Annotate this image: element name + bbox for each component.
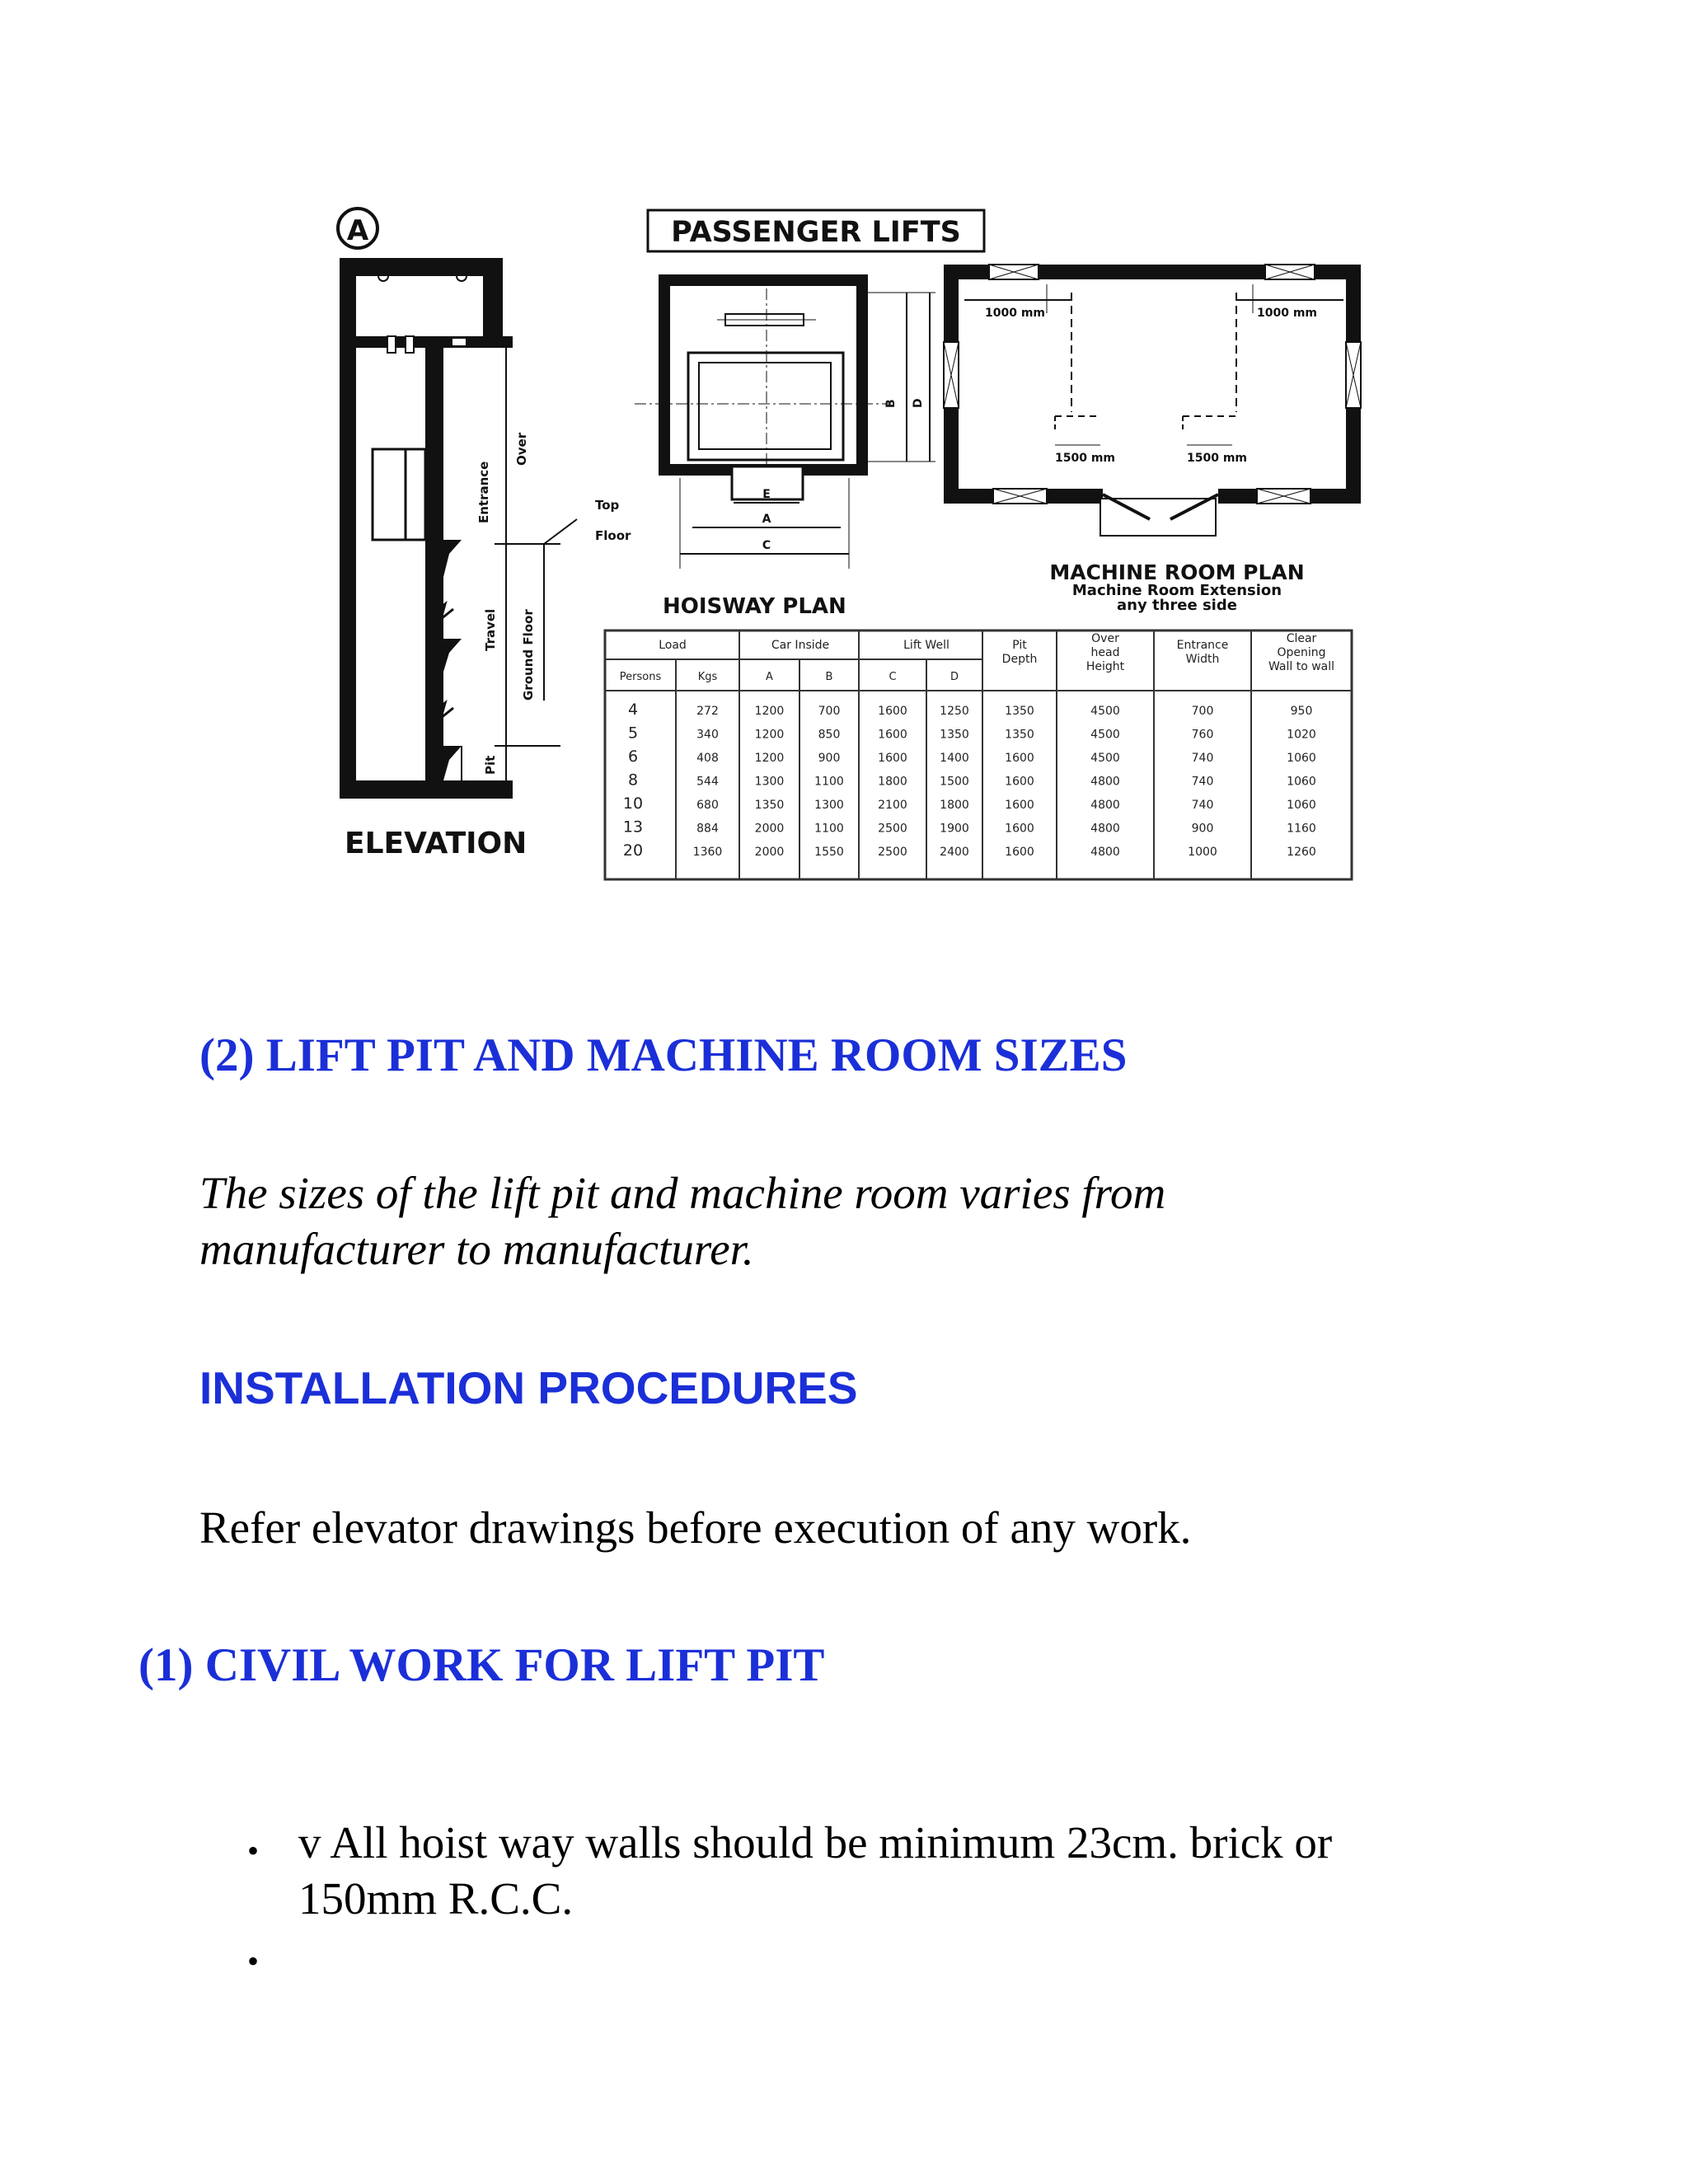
- table-cell: 4800: [1090, 775, 1120, 789]
- table-header-cell: Width: [1185, 653, 1220, 666]
- table-cell: 1000: [1188, 846, 1217, 859]
- figure-title: PASSENGER LIFTS: [671, 216, 961, 249]
- table-cell: 1100: [814, 775, 844, 789]
- table-cell: 950: [1290, 705, 1313, 718]
- table-cell: 1260: [1287, 846, 1316, 859]
- ground-floor-label: Ground Floor: [521, 609, 536, 701]
- table-cell: 1350: [754, 799, 785, 812]
- table-cell: 1100: [814, 822, 844, 836]
- table-cell: 1600: [1005, 822, 1034, 836]
- table-cell: 6: [627, 748, 639, 766]
- machine-room-sub2: any three side: [1117, 597, 1237, 614]
- table-cell: 1900: [940, 822, 969, 836]
- bullet-text-1-line1: v All hoist way walls should be minimum 23cm. brick or: [298, 1817, 1333, 1868]
- dim-d: D: [912, 398, 925, 408]
- lift-dimensions-table: [605, 630, 1352, 879]
- table-cell: 760: [1191, 728, 1214, 742]
- table-header-cell: Height: [1085, 660, 1125, 673]
- machine-room-plan-drawing: [944, 265, 1361, 614]
- table-cell: 1550: [814, 846, 844, 859]
- table-cell: 680: [696, 799, 719, 812]
- table-cell: 1250: [940, 705, 969, 718]
- table-cell: 884: [696, 822, 719, 836]
- elevation-drawing: [338, 209, 631, 860]
- table-cell: 1400: [940, 752, 969, 765]
- table-subheader-cell: C: [889, 671, 897, 683]
- table-cell: 740: [1191, 752, 1214, 765]
- table-header-cell: Clear: [1286, 632, 1317, 645]
- top-label: Top: [595, 498, 620, 513]
- dim-1000-left: 1000 mm: [985, 307, 1046, 320]
- table-cell: 340: [696, 728, 719, 742]
- table-subheader-cell: Persons: [619, 671, 662, 683]
- table-cell: 1350: [1005, 705, 1034, 718]
- table-cell: 408: [696, 752, 719, 765]
- table-cell: 1060: [1287, 799, 1316, 812]
- table-cell: 4800: [1090, 846, 1120, 859]
- table-header-cell: Wall to wall: [1268, 660, 1335, 673]
- para-refer-drawings: Refer elevator drawings before execution of any work.: [199, 1502, 1192, 1553]
- table-header-cell: Over: [1091, 632, 1119, 645]
- elevation-label: ELEVATION: [345, 827, 528, 860]
- table-cell: 2400: [940, 846, 969, 859]
- dim-c: C: [762, 539, 771, 552]
- table-cell: 1300: [754, 775, 785, 789]
- table-header-cell: head: [1090, 646, 1120, 659]
- header-car-inside: Car Inside: [771, 639, 830, 652]
- table-cell: 1600: [878, 752, 907, 765]
- table-cell: 1600: [1005, 752, 1034, 765]
- table-cell: 10: [622, 794, 644, 813]
- bullet-text-1-line2: 150mm R.C.C.: [298, 1873, 574, 1924]
- floor-label: Floor: [595, 528, 631, 543]
- table-cell: 1200: [754, 728, 785, 742]
- table-cell: 1350: [940, 728, 969, 742]
- section-letter: A: [346, 214, 369, 247]
- hoistway-plan-drawing: [635, 280, 935, 619]
- heading-installation-procedures: INSTALLATION PROCEDURES: [199, 1362, 858, 1413]
- table-cell: 5: [627, 724, 639, 743]
- table-cell: 1300: [814, 799, 844, 812]
- pit-label: Pit: [483, 755, 498, 775]
- table-subheader-cell: Kgs: [697, 671, 718, 683]
- heading-civil-work: (1) CIVIL WORK FOR LIFT PIT: [138, 1639, 825, 1691]
- table-header-cell: Pit: [1012, 639, 1027, 652]
- table-cell: 1600: [878, 728, 907, 742]
- table-cell: 740: [1191, 799, 1214, 812]
- table-cell: 1800: [878, 775, 907, 789]
- table-cell: 4500: [1090, 752, 1120, 765]
- table-cell: 2500: [878, 846, 907, 859]
- table-cell: 1800: [940, 799, 969, 812]
- dim-1500-right: 1500 mm: [1187, 452, 1248, 465]
- table-cell: 740: [1191, 775, 1214, 789]
- para-sizes-line2: manufacturer to manufacturer.: [199, 1224, 754, 1274]
- table-cell: 4500: [1090, 705, 1120, 718]
- table-cell: 1500: [940, 775, 969, 789]
- dim-e: E: [762, 488, 771, 501]
- table-cell: 8: [627, 771, 639, 790]
- table-cell: 13: [622, 818, 644, 837]
- table-cell: 1160: [1287, 822, 1316, 836]
- para-sizes-line1: The sizes of the lift pit and machine room varies from: [199, 1168, 1166, 1218]
- table-cell: 4800: [1090, 799, 1120, 812]
- table-subheader-cell: A: [766, 671, 773, 683]
- table-cell: 4800: [1090, 822, 1120, 836]
- table-cell: 20: [622, 841, 644, 860]
- table-cell: 850: [818, 728, 841, 742]
- header-load: Load: [659, 639, 687, 652]
- table-cell: 1600: [1005, 799, 1034, 812]
- over-label: Over: [514, 432, 529, 466]
- table-subheader-cell: B: [825, 671, 833, 683]
- table-cell: 1200: [754, 705, 785, 718]
- table-cell: 4500: [1090, 728, 1120, 742]
- table-header-cell: Opening: [1277, 646, 1326, 659]
- table-cell: 900: [818, 752, 841, 765]
- table-cell: 1060: [1287, 752, 1316, 765]
- table-cell: 544: [696, 775, 719, 789]
- table-cell: 4: [627, 701, 639, 719]
- table-cell: 1600: [1005, 775, 1034, 789]
- bullet-marker-2: •: [247, 1943, 260, 1980]
- table-cell: 272: [696, 705, 719, 718]
- table-cell: 1060: [1287, 775, 1316, 789]
- machine-room-plan-label: MACHINE ROOM PLAN: [1049, 560, 1305, 584]
- hoistway-plan-label: HOISWAY PLAN: [663, 594, 846, 619]
- dim-b: B: [884, 399, 898, 408]
- table-cell: 2100: [878, 799, 907, 812]
- dim-1000-right: 1000 mm: [1257, 307, 1318, 320]
- table-cell: 1350: [1005, 728, 1034, 742]
- table-cell: 1600: [1005, 846, 1034, 859]
- table-header-cell: Depth: [1001, 653, 1038, 666]
- dim-a: A: [762, 513, 771, 526]
- table-cell: 700: [818, 705, 841, 718]
- travel-label: Travel: [483, 608, 498, 651]
- heading-lift-pit-sizes: (2) LIFT PIT AND MACHINE ROOM SIZES: [199, 1029, 1128, 1081]
- table-cell: 2500: [878, 822, 907, 836]
- table-cell: 1020: [1287, 728, 1316, 742]
- table-header-cell: Entrance: [1176, 639, 1229, 652]
- bullet-marker-1: •: [247, 1832, 260, 1869]
- table-cell: 1360: [692, 846, 723, 859]
- dim-1500-left: 1500 mm: [1055, 452, 1116, 465]
- passenger-lifts-figure: [0, 0, 1688, 915]
- header-lift-well: Lift Well: [903, 639, 950, 652]
- table-cell: 700: [1191, 705, 1214, 718]
- table-cell: 1600: [878, 705, 907, 718]
- entrance-label: Entrance: [476, 461, 491, 523]
- machine-room-sub1: Machine Room Extension: [1071, 582, 1282, 599]
- table-cell: 2000: [754, 846, 785, 859]
- table-cell: 900: [1191, 822, 1214, 836]
- table-cell: 1200: [754, 752, 785, 765]
- table-cell: 2000: [754, 822, 785, 836]
- table-subheader-cell: D: [950, 671, 959, 683]
